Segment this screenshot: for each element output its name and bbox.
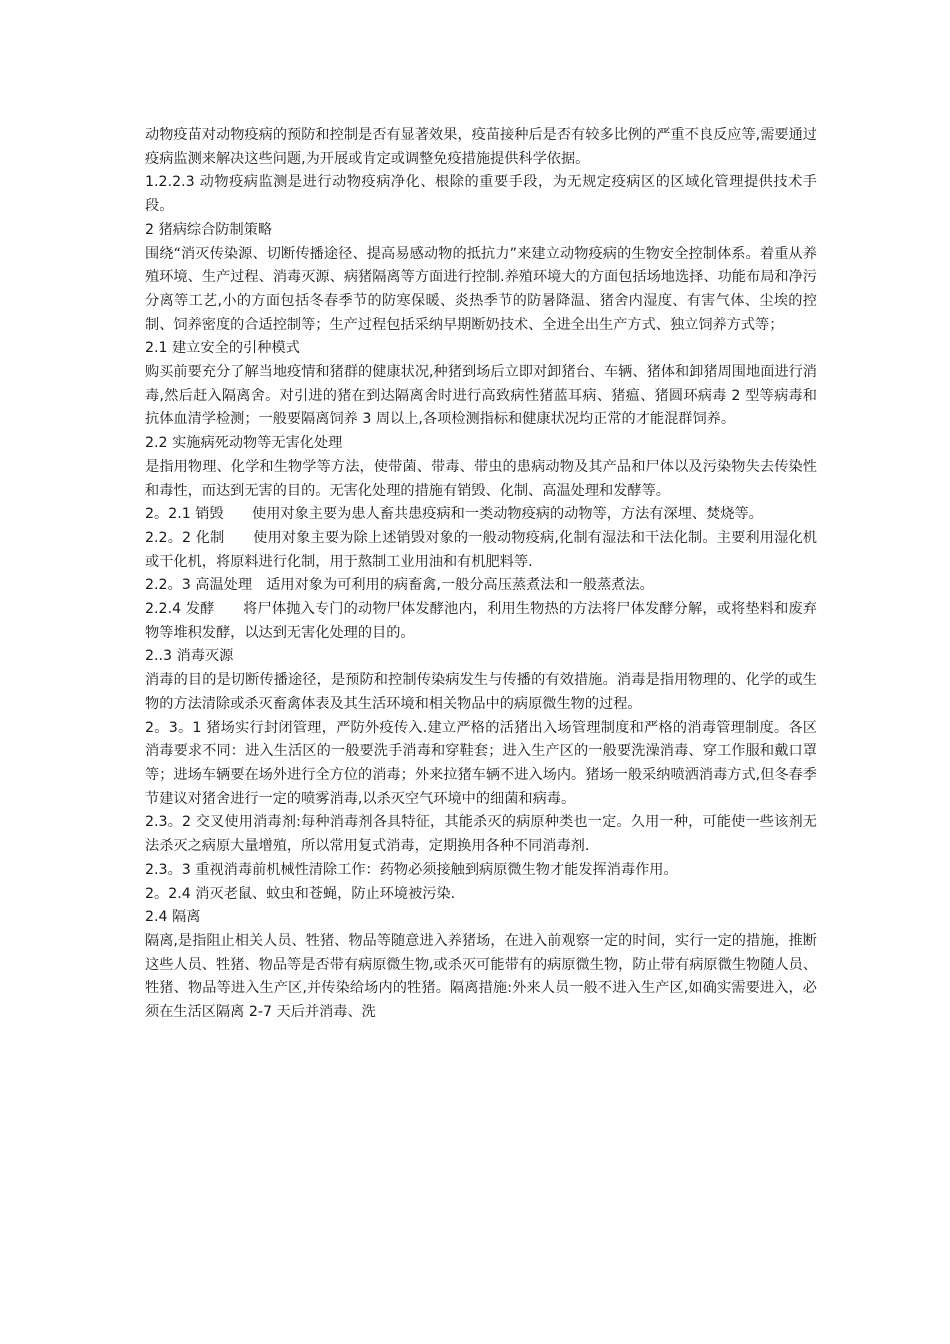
paragraph-biosecurity-strategy: 围绕“消灭传染源、切断传播途径、提高易感动物的抵抗力”来建立动物疫病的生物安全控制体系。着重从养殖环境、生产过程、消毒灭源、病猪隔离等方面进行控制.养殖环境大的方面包括场地选择、功能布局和净污分离等工艺,小的方面包括冬春季节的防寒保暖、炎热季节的防暑降温、猪舍内湿度、有害气体、尘埃的控制、饲养密度的合适控制等；生产过程包括采纳早期断奶技术、全进全出生产方式、独立饲养方式等； <box>145 245 817 333</box>
paragraph-2-2-3-high-temp: 2.2。3 高温处理 适用对象为可利用的病畜禽,一般分高压蒸煮法和一般蒸煮法。 <box>145 577 654 594</box>
paragraph-2-2-1-destruction: 2。2.1 销毁 使用对象主要为患人畜共患疫病和一类动物疫病的动物等，方法有深埋、焚烧等。 <box>145 506 763 523</box>
paragraph-introduction-mode: 购买前要充分了解当地疫情和猪群的健康状况,种猪到场后立即对卸猪台、车辆、猪体和卸猪周围地面进行消毒,然后赶入隔离舍。对引进的猪在到达隔离舍时进行高致病性猪蓝耳病、猪瘟、猪圆环病毒 2 型等病毒和抗体血清学检测；一般要隔离饲养 3 周以上,各项检测指标和健康状况均正常的才能混群饲养。 <box>145 364 817 428</box>
paragraph-vaccine-monitoring: 动物疫苗对动物疫病的预防和控制是否有显著效果，疫苗接种后是否有较多比例的严重不良反应等,需要通过疫病监测来解决这些问题,为开展或肯定或调整免疫措施提供科学依据。 <box>145 127 817 167</box>
paragraph-2-3-1-closed-management: 2。3。1 猪场实行封闭管理，严防外疫传入.建立严格的活猪出入场管理制度和严格的消毒管理制度。各区消毒要求不同：进入生活区的一般要洗手消毒和穿鞋套；进入生产区的一般要洗澡消毒、穿工作服和戴口罩等；进场车辆要在场外进行全方位的消毒；外来拉猪车辆不进入场内。猪场一般采纳喷洒消毒方式,但冬春季节建议对猪舍进行一定的喷雾消毒,以杀灭空气环境中的细菌和病毒。 <box>145 719 817 807</box>
section-heading-2-2: 2.2 实施病死动物等无害化处理 <box>145 435 343 452</box>
paragraph-disinfection-purpose: 消毒的目的是切断传播途径，是预防和控制传染病发生与传播的有效措施。消毒是指用物理的、化学的或生物的方法清除或杀灭畜禽体表及其生活环境和相关物品中的病原微生物的过程。 <box>145 672 817 712</box>
paragraph-2-2-4-fermentation: 2.2.4 发酵 将尸体抛入专门的动物尸体发酵池内，利用生物热的方法将尸体发酵分解，或将垫料和废弃物等堆积发酵，以达到无害化处理的目的。 <box>145 601 817 641</box>
section-heading-2-1: 2.1 建立安全的引种模式 <box>145 340 300 357</box>
section-heading-2-4: 2.4 隔离 <box>145 909 201 926</box>
paragraph-2-3-3-mechanical-cleaning: 2.3。3 重视消毒前机械性清除工作：药物必须接触到病原微生物才能发挥消毒作用。 <box>145 861 678 878</box>
document-body <box>145 124 817 1025</box>
section-heading-2-3: 2..3 消毒灭源 <box>145 648 234 665</box>
paragraph-2-3-2-cross-disinfectant: 2.3。2 交叉使用消毒剂:每种消毒剂各具特征，其能杀灭的病原种类也一定。久用一种，可能使一些该剂无法杀灭之病原大量增殖，所以常用复式消毒，定期换用各种不同消毒剂. <box>145 814 817 855</box>
section-heading-2: 2 猪病综合防制策略 <box>145 221 273 238</box>
paragraph-2-2-2-rendering: 2.2。2 化制 使用对象主要为除上述销毁对象的一般动物疫病,化制有湿法和干法化制。主要利用湿化机或干化机，将原料进行化制，用于熬制工业用油和有机肥料等. <box>145 529 817 570</box>
paragraph-isolation: 隔离,是指阻止相关人员、牲猪、物品等随意进入养猪场，在进入前观察一定的时间，实行一定的措施，推断这些人员、牲猪、物品等是否带有病原微生物,或杀灭可能带有的病原微生物，防止带有病原微生物随人员、牲猪、物品等进入生产区,并传染给场内的牲猪。隔离措施:外来人员一般不进入生产区,如确实需要进入，必须在生活区隔离 2-7 天后并消毒、洗 <box>145 932 817 1021</box>
paragraph-1-2-2-3: 1.2.2.3 动物疫病监测是进行动物疫病净化、根除的重要手段，为无规定疫病区的区域化管理提供技术手段。 <box>145 174 817 215</box>
paragraph-harmless-treatment: 是指用物理、化学和生物学等方法，使带菌、带毒、带虫的患病动物及其产品和尸体以及污染物失去传染性和毒性，而达到无害的目的。无害化处理的措施有销毁、化制、高温处理和发酵等。 <box>145 458 817 499</box>
paragraph-2-2-4-pest-control: 2。2.4 消灭老鼠、蚊虫和苍蝇，防止环境被污染. <box>145 885 456 902</box>
